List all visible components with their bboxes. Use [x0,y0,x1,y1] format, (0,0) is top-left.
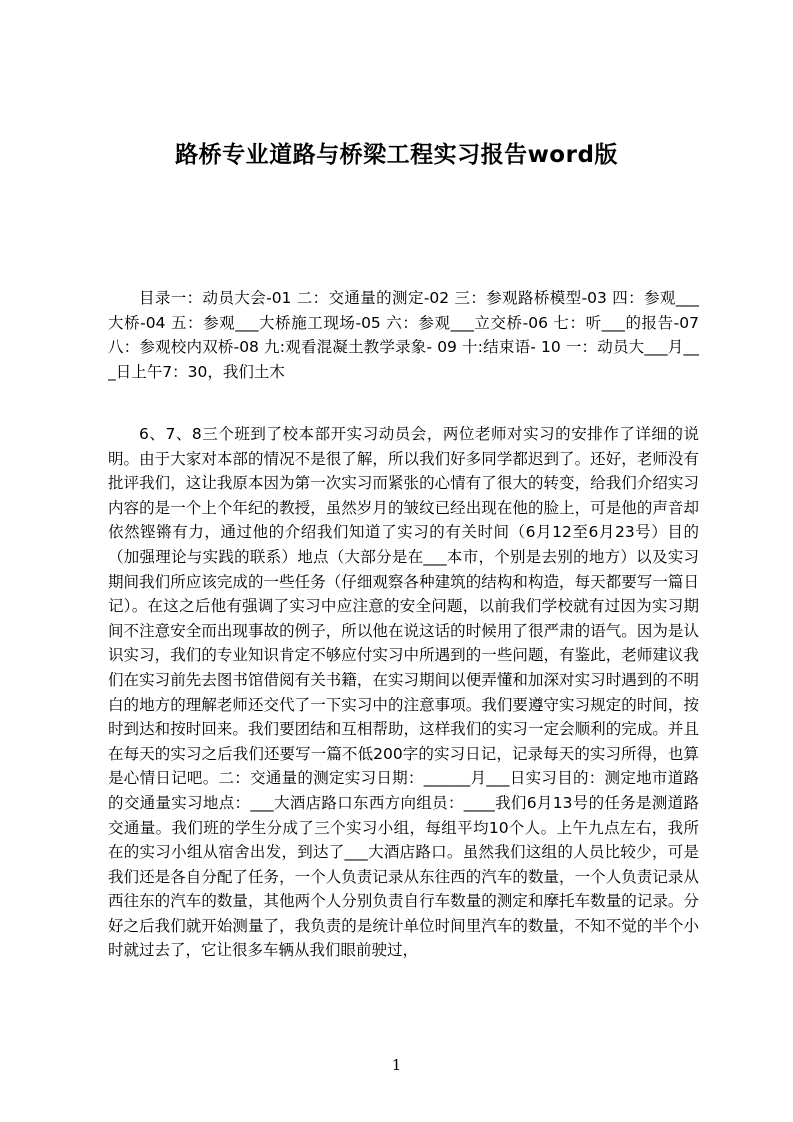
page-number: 1 [391,1056,402,1074]
body-paragraph: 6、7、8三个班到了校本部开实习动员会，两位老师对实习的安排作了详细的说明。由于大家对本部的情况不是很了解，所以我们好多同学都迟到了。还好，老师没有批评我们，这让我原本因为第一次实习而紧张的心情有了很大的转变，给我们介绍实习内容的是一个上个年纪的教授，虽然岁月的皱纹已经出现在他的脸上，可是他的声音却依然铿锵有力，通过他的介绍我们知道了实习的有关时间（6月12至6月23号）目的（加强理论与实践的联系）地点（大部分是在___本市，个别是去别的地方）以及实习期间我们所应该完成的一些任务（仔细观察各种建筑的结构和构造，每天都要写一篇日记）。在这之后他有强调了实习中应注意的安全问题，以前我们学校就有过因为实习期间不注意安全而出现事故的例子，所以他在说这话的时候用了很严肃的语气。因为是认识实习，我们的专业知识肯定不够应付实习中所遇到的一些问题，有鉴此，老师建议我们在实习前先去图书馆借阅有关书籍，在实习期间以便弄懂和加深对实习时遇到的不明白的地方的理解老师还交代了一下实习中的注意事项。我们要遵守实习规定的时间，按时到达和按时回来。我们要团结和互相帮助，这样我们的实习一定会顺利的完成。并且在每天的实习之后我们还要写一篇不低200字的实习日记，记录每天的实习所得，也算是心情日记吧。二：交通量的测定实习日期：______月___日实习目的：测定地市道路的交通量实习地点：___大酒店路口东西方向组员：____我们6月13号的任务是测道路交通量。我们班的学生分成了三个实习小组，每组平均10个人。上午九点左右，我所在的实习小组从宿舍出发，到达了___大酒店路口。虽然我们这组的人员比较少，可是我们还是各自分配了任务，一个人负责记录从东往西的汽车的数量，一个人负责记录从西往东的汽车的数量，其他两个人分别负责自行车数量的测定和摩托车数量的记录。分好之后我们就开始测量了，我负责的是统计单位时间里汽车的数量，不知不觉的半个小时就过去了，它让很多车辆从我们眼前驶过， [108,425,699,960]
table-of-contents-paragraph: 目录一：动员大会-01 二：交通量的测定-02 三：参观路桥模型-03 四：参观___大桥-04 五：参观___大桥施工现场-05 六：参观___立交桥-06 七：听___的报告-07 八：参观校内双桥-08 九:观看混凝土教学录象- 09 十:结束语- 10 一：动员大___月___日上午7：30，我们土木 [108,289,699,381]
page-title: 路桥专业道路与桥梁工程实习报告word版 [175,142,618,168]
